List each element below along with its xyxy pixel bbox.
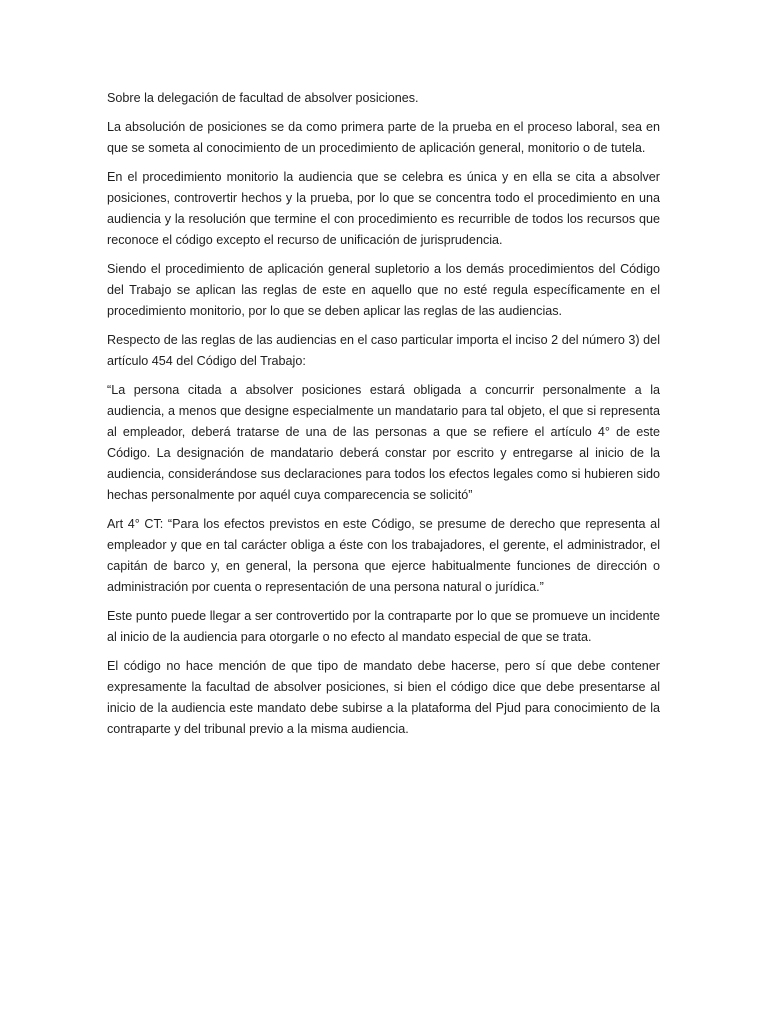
document-page [107,88,660,748]
paragraph-absolucion-posiciones: La absolución de posiciones se da como primera parte de la prueba en el proceso laboral, sea en que se someta al conocimiento de un procedimiento de aplicación general, monitorio o de tutela. [107,120,660,155]
paragraph-reglas-audiencias: Respecto de las reglas de las audiencias en el caso particular importa el inciso 2 del número 3) del artículo 454 del Código del Trabajo: [107,333,660,368]
paragraph-tipo-mandato: El código no hace mención de que tipo de mandato debe hacerse, pero sí que debe contener expresamente la facultad de absolver posiciones, si bien el código dice que debe presentarse al inicio de la audiencia este mandato debe subirse a la plataforma del Pjud para conocimiento de la contraparte y del tribunal previo a la misma audiencia. [107,659,660,736]
paragraph-controversia: Este punto puede llegar a ser controvertido por la contraparte por lo que se promueve un incidente al inicio de la audiencia para otorgarle o no efecto al mandato especial de que se trata. [107,609,660,644]
paragraph-procedimiento-general: Siendo el procedimiento de aplicación general supletorio a los demás procedimientos del Código del Trabajo se aplican las reglas de este en aquello que no esté regula específicamente en el procedimiento monitorio, por lo que se deben aplicar las reglas de las audiencias. [107,262,660,318]
paragraph-cita-articulo-454: “La persona citada a absolver posiciones estará obligada a concurrir personalmente a la audiencia, a menos que designe especialmente un mandatario para tal objeto, el que si representa al empleador, deberá tratarse de una de las personas a que se refiere el artículo 4° de este Código. La designación de mandatario deberá constar por escrito y entregarse al inicio de la audiencia, considerándose sus declaraciones para todos los efectos legales como si hubieren sido hechas personalmente por aquél cuya comparecencia se solicitó” [107,383,660,502]
paragraph-procedimiento-monitorio: En el procedimiento monitorio la audiencia que se celebra es única y en ella se cita a absolver posiciones, controvertir hechos y la prueba, por lo que se concentra todo el procedimiento en una audiencia y la resolución que termine el con procedimiento es recurrible de todos los recursos que reconoce el código excepto el recurso de unificación de jurisprudencia. [107,170,660,247]
paragraph-articulo-4: Art 4° CT: “Para los efectos previstos en este Código, se presume de derecho que representa al empleador y que en tal carácter obliga a éste con los trabajadores, el gerente, el administrador, el capitán de barco y, en general, la persona que ejerce habitualmente funciones de dirección o administración por cuenta o representación de una persona natural o jurídica.” [107,517,660,594]
document-title: Sobre la delegación de facultad de absolver posiciones. [107,91,419,105]
